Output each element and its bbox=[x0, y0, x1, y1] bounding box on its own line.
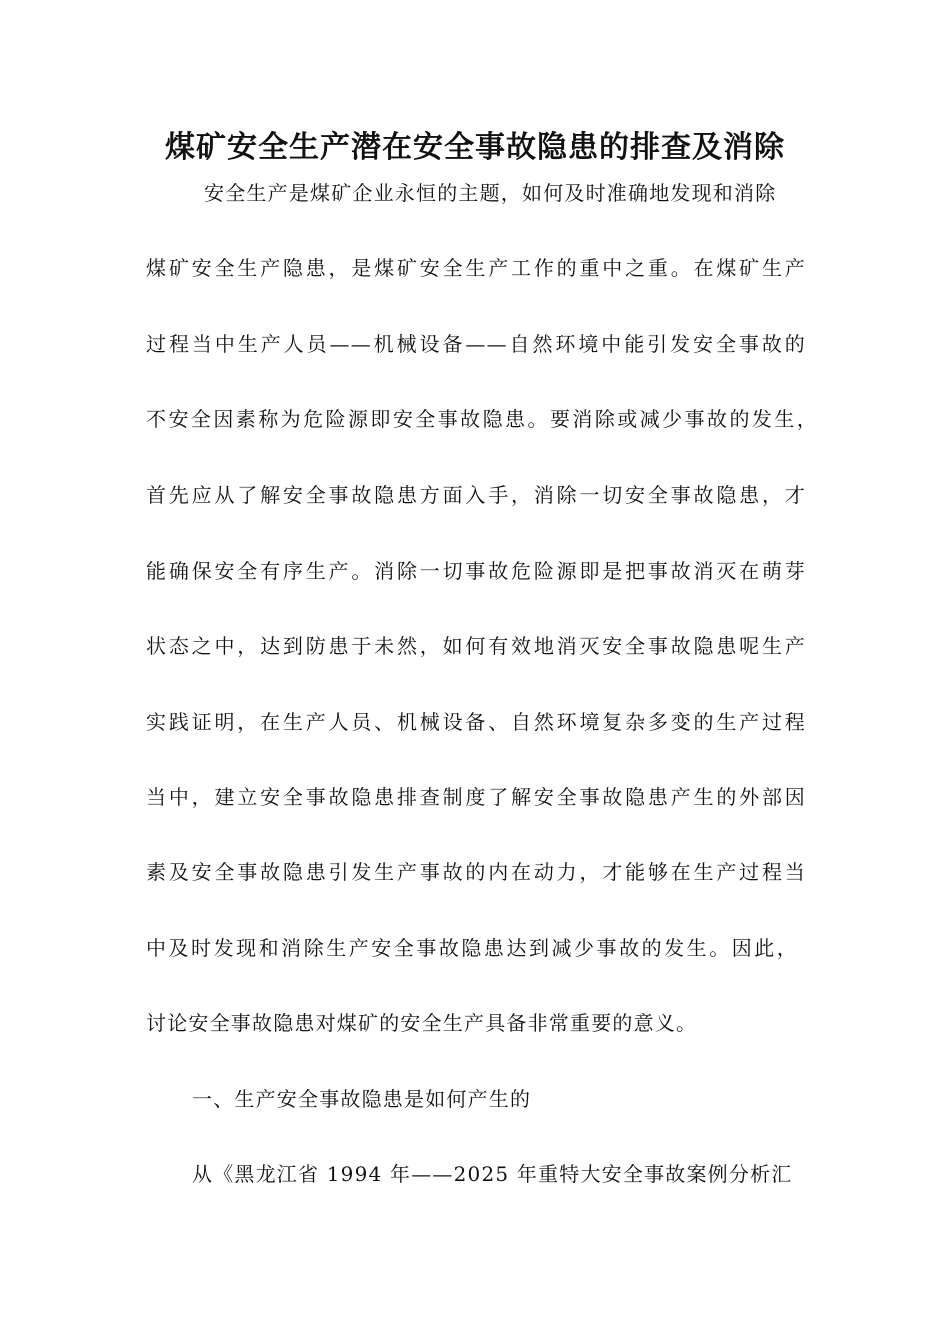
paragraph-line: 状态之中，达到防患于未然，如何有效地消灭安全事故隐患呢生产 bbox=[146, 634, 806, 658]
paragraph-line: 从《黑龙江省 1994 年——2025 年重特大安全事故案例分析汇 bbox=[192, 1162, 793, 1186]
paragraph-line: 中及时发现和消除生产安全事故隐患达到减少事故的发生。因此， bbox=[146, 936, 798, 960]
paragraph-line: 当中，建立安全事故隐患排查制度了解安全事故隐患产生的外部因 bbox=[146, 785, 806, 809]
section-heading: 一、生产安全事故隐患是如何产生的 bbox=[192, 1087, 532, 1111]
paragraph-line: 不安全因素称为危险源即安全事故隐患。要消除或减少事故的发生， bbox=[146, 407, 818, 431]
paragraph-line: 能确保安全有序生产。消除一切事故危险源即是把事故消灭在萌芽 bbox=[146, 559, 806, 583]
document-title: 煤矿安全生产潜在安全事故隐患的排查及消除 bbox=[165, 130, 785, 165]
paragraph-line: 煤矿安全生产隐患，是煤矿安全生产工作的重中之重。在煤矿生产 bbox=[146, 256, 806, 280]
paragraph-line: 首先应从了解安全事故隐患方面入手，消除一切安全事故隐患，才 bbox=[146, 483, 806, 507]
paragraph-line: 安全生产是煤矿企业永恒的主题，如何及时准确地发现和消除 bbox=[204, 181, 777, 205]
paragraph-line: 过程当中生产人员——机械设备——自然环境中能引发安全事故的 bbox=[146, 332, 806, 356]
paragraph-line: 实践证明，在生产人员、机械设备、自然环境复杂多变的生产过程 bbox=[146, 710, 806, 734]
paragraph-line: 讨论安全事故隐患对煤矿的安全生产具备非常重要的意义。 bbox=[146, 1011, 698, 1035]
paragraph-line: 素及安全事故隐患引发生产事故的内在动力，才能够在生产过程当 bbox=[146, 860, 806, 884]
